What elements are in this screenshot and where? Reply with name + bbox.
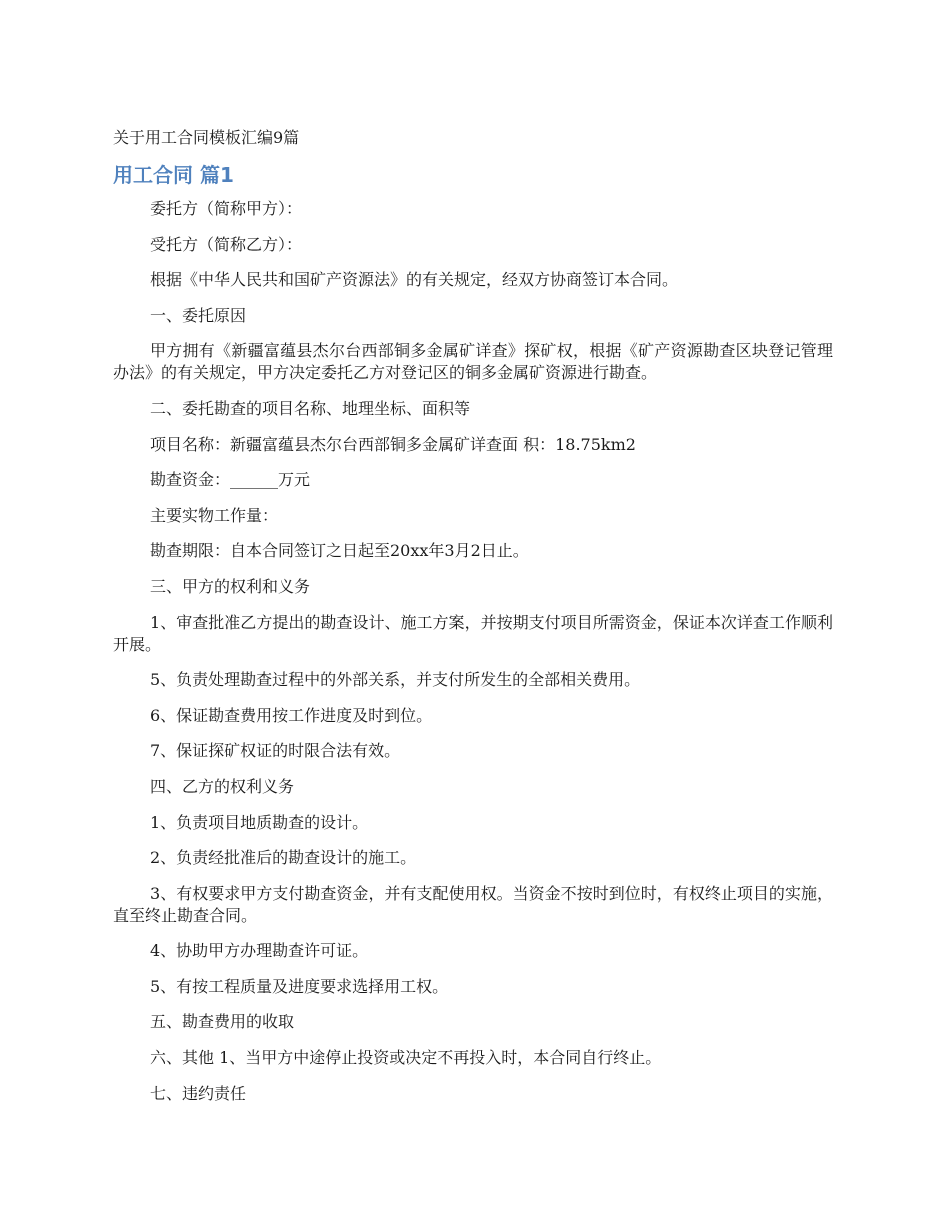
section-heading: 用工合同 篇1 (113, 163, 234, 187)
document-title: 关于用工合同模板汇编9篇 (113, 128, 300, 147)
paragraph: 三、甲方的权利和义务 (150, 576, 311, 596)
paragraph: 6、保证勘查费用按工作进度及时到位。 (150, 705, 433, 725)
paragraph: 4、协助甲方办理勘查许可证。 (150, 941, 369, 961)
paragraph: 根据《中华人民共和国矿产资源法》的有关规定，经双方协商签订本合同。 (150, 270, 679, 290)
paragraph: 六、其他 1、当甲方中途停止投资或决定不再投入时，本合同自行终止。 (150, 1048, 662, 1068)
paragraph: 7、保证探矿权证的时限合法有效。 (150, 741, 401, 761)
paragraph: 受托方（简称乙方）： (150, 234, 303, 254)
paragraph: 四、乙方的权利义务 (150, 776, 295, 796)
paragraph: 主要实物工作量： (150, 505, 279, 525)
paragraph: 勘查资金：______万元 (150, 470, 311, 490)
paragraph: 1、审查批准乙方提出的勘查设计、施工方案，并按期支付项目所需资金，保证本次详查工作顺利开展。 (113, 612, 833, 654)
paragraph: 一、委托原因 (150, 305, 247, 325)
paragraph: 五、勘查费用的收取 (150, 1012, 295, 1032)
paragraph: 5、负责处理勘查过程中的外部关系，并支付所发生的全部相关费用。 (150, 670, 641, 690)
paragraph: 2、负责经批准后的勘查设计的施工。 (150, 848, 417, 868)
paragraph: 勘查期限：自本合同签订之日起至20xx年3月2日止。 (150, 541, 529, 561)
document-body (113, 198, 833, 1105)
document-page (113, 124, 833, 1118)
paragraph: 5、有按工程质量及进度要求选择用工权。 (150, 976, 449, 996)
paragraph: 七、违约责任 (150, 1083, 247, 1103)
paragraph: 3、有权要求甲方支付勘查资金，并有支配使用权。当资金不按时到位时，有权终止项目的实施，直至终止勘查合同。 (113, 883, 833, 925)
paragraph: 二、委托勘查的项目名称、地理坐标、面积等 (150, 398, 471, 418)
paragraph: 甲方拥有《新疆富蕴县杰尔台西部铜多金属矿详查》探矿权，根据《矿产资源勘查区块登记管理办法》的有关规定，甲方决定委托乙方对登记区的铜多金属矿资源进行勘查。 (113, 341, 833, 383)
paragraph: 项目名称：新疆富蕴县杰尔台西部铜多金属矿详查面 积：18.75km2 (150, 434, 636, 454)
paragraph: 委托方（简称甲方）： (150, 199, 303, 218)
paragraph: 1、负责项目地质勘查的设计。 (150, 812, 369, 832)
